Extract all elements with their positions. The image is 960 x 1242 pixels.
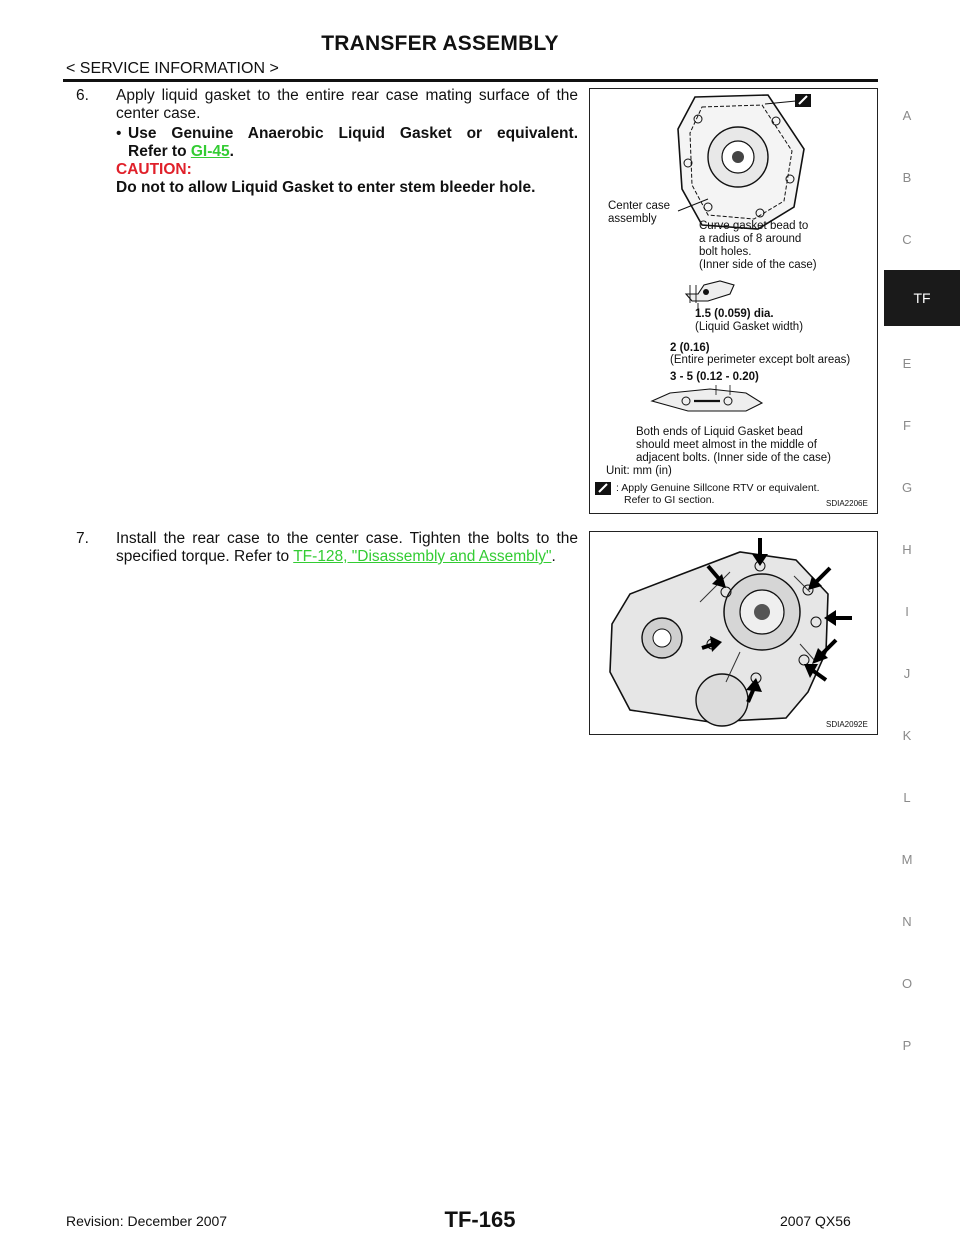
label-ends-2: should meet almost in the middle of bbox=[636, 439, 817, 451]
figure2-code: SDIA2092E bbox=[826, 720, 868, 729]
step-7-line2 bbox=[116, 548, 556, 566]
side-nav-e[interactable]: E bbox=[902, 356, 912, 371]
legend-line-2: Refer to GI section. bbox=[624, 494, 715, 506]
page-title: TRANSFER ASSEMBLY bbox=[321, 32, 559, 55]
side-nav-i[interactable]: I bbox=[905, 604, 909, 619]
rear-case-drawing bbox=[590, 532, 877, 734]
step-6-number: 6. bbox=[76, 87, 89, 104]
side-nav-k[interactable]: K bbox=[902, 728, 912, 743]
label-curve-3: bolt holes. bbox=[699, 246, 752, 258]
step-6-note-line2 bbox=[128, 143, 234, 161]
side-nav-m[interactable]: M bbox=[901, 852, 913, 867]
label-width-note: (Entire perimeter except bolt areas) bbox=[670, 354, 851, 366]
step-7-prefix: specified torque. Refer to bbox=[116, 548, 294, 565]
footer-model: 2007 QX56 bbox=[780, 1213, 851, 1229]
tf-128-link[interactable]: TF-128, "Disassembly and Assembly" bbox=[293, 548, 552, 565]
label-dia-note: (Liquid Gasket width) bbox=[695, 321, 804, 333]
side-nav-f[interactable]: F bbox=[903, 418, 911, 433]
footer-page-number: TF-165 bbox=[444, 1207, 516, 1232]
section-subtitle: < SERVICE INFORMATION > bbox=[66, 60, 279, 77]
side-nav-g[interactable]: G bbox=[901, 480, 913, 495]
header-rule bbox=[63, 79, 878, 82]
label-center-case-1: Center case bbox=[608, 200, 671, 212]
label-ends-1: Both ends of Liquid Gasket bead bbox=[636, 426, 803, 438]
label-curve-1: Curve gasket bead to bbox=[699, 220, 809, 232]
side-nav-c[interactable]: C bbox=[902, 232, 912, 247]
step-6-note-suffix: . bbox=[229, 143, 234, 160]
step-6-note-line1: Use Genuine Anaerobic Liquid Gasket or equivalent. bbox=[128, 125, 578, 142]
label-width: 2 (0.16) bbox=[670, 342, 710, 354]
gi-45-link[interactable]: GI-45 bbox=[190, 143, 230, 160]
figure-rear-case-photo bbox=[589, 531, 878, 735]
figure1-code: SDIA2206E bbox=[826, 499, 868, 508]
label-curve-4: (Inner side of the case) bbox=[699, 259, 817, 271]
legend-line-1: : Apply Genuine Sillcone RTV or equivalent. bbox=[616, 482, 820, 494]
side-nav-n[interactable]: N bbox=[902, 914, 912, 929]
label-center-case-2: assembly bbox=[608, 213, 657, 225]
step-7-suffix: . bbox=[551, 548, 556, 565]
caution-label: CAUTION: bbox=[116, 161, 192, 178]
side-nav-l[interactable]: L bbox=[903, 790, 911, 805]
step-7-line1: Install the rear case to the center case. Tighten the bolts to the bbox=[116, 530, 578, 547]
step-6-bullet: • bbox=[116, 125, 122, 142]
label-unit: Unit: mm (in) bbox=[606, 465, 672, 477]
label-curve-2: a radius of 8 around bbox=[699, 233, 802, 245]
side-nav-a[interactable]: A bbox=[902, 108, 912, 123]
step-6-line1: Apply liquid gasket to the entire rear case mating surface of the bbox=[116, 87, 578, 104]
caution-text: Do not to allow Liquid Gasket to enter stem bleeder hole. bbox=[116, 179, 536, 196]
side-nav-o[interactable]: O bbox=[901, 976, 913, 991]
side-nav-p[interactable]: P bbox=[902, 1038, 912, 1053]
side-nav-b[interactable]: B bbox=[902, 170, 912, 185]
label-dia: 1.5 (0.059) dia. bbox=[695, 308, 774, 320]
label-ends-3: adjacent bolts. (Inner side of the case) bbox=[636, 452, 831, 464]
step-7-number: 7. bbox=[76, 530, 89, 547]
step-6-note-prefix: Refer to bbox=[128, 143, 191, 160]
label-range: 3 - 5 (0.12 - 0.20) bbox=[670, 371, 759, 383]
footer-revision: Revision: December 2007 bbox=[66, 1213, 228, 1229]
figure-gasket-diagram bbox=[589, 88, 878, 514]
side-nav-tf-active[interactable]: TF bbox=[884, 270, 960, 326]
side-nav-j[interactable]: J bbox=[903, 666, 911, 681]
step-6-line2: center case. bbox=[116, 105, 201, 122]
side-nav-h[interactable]: H bbox=[902, 542, 912, 557]
